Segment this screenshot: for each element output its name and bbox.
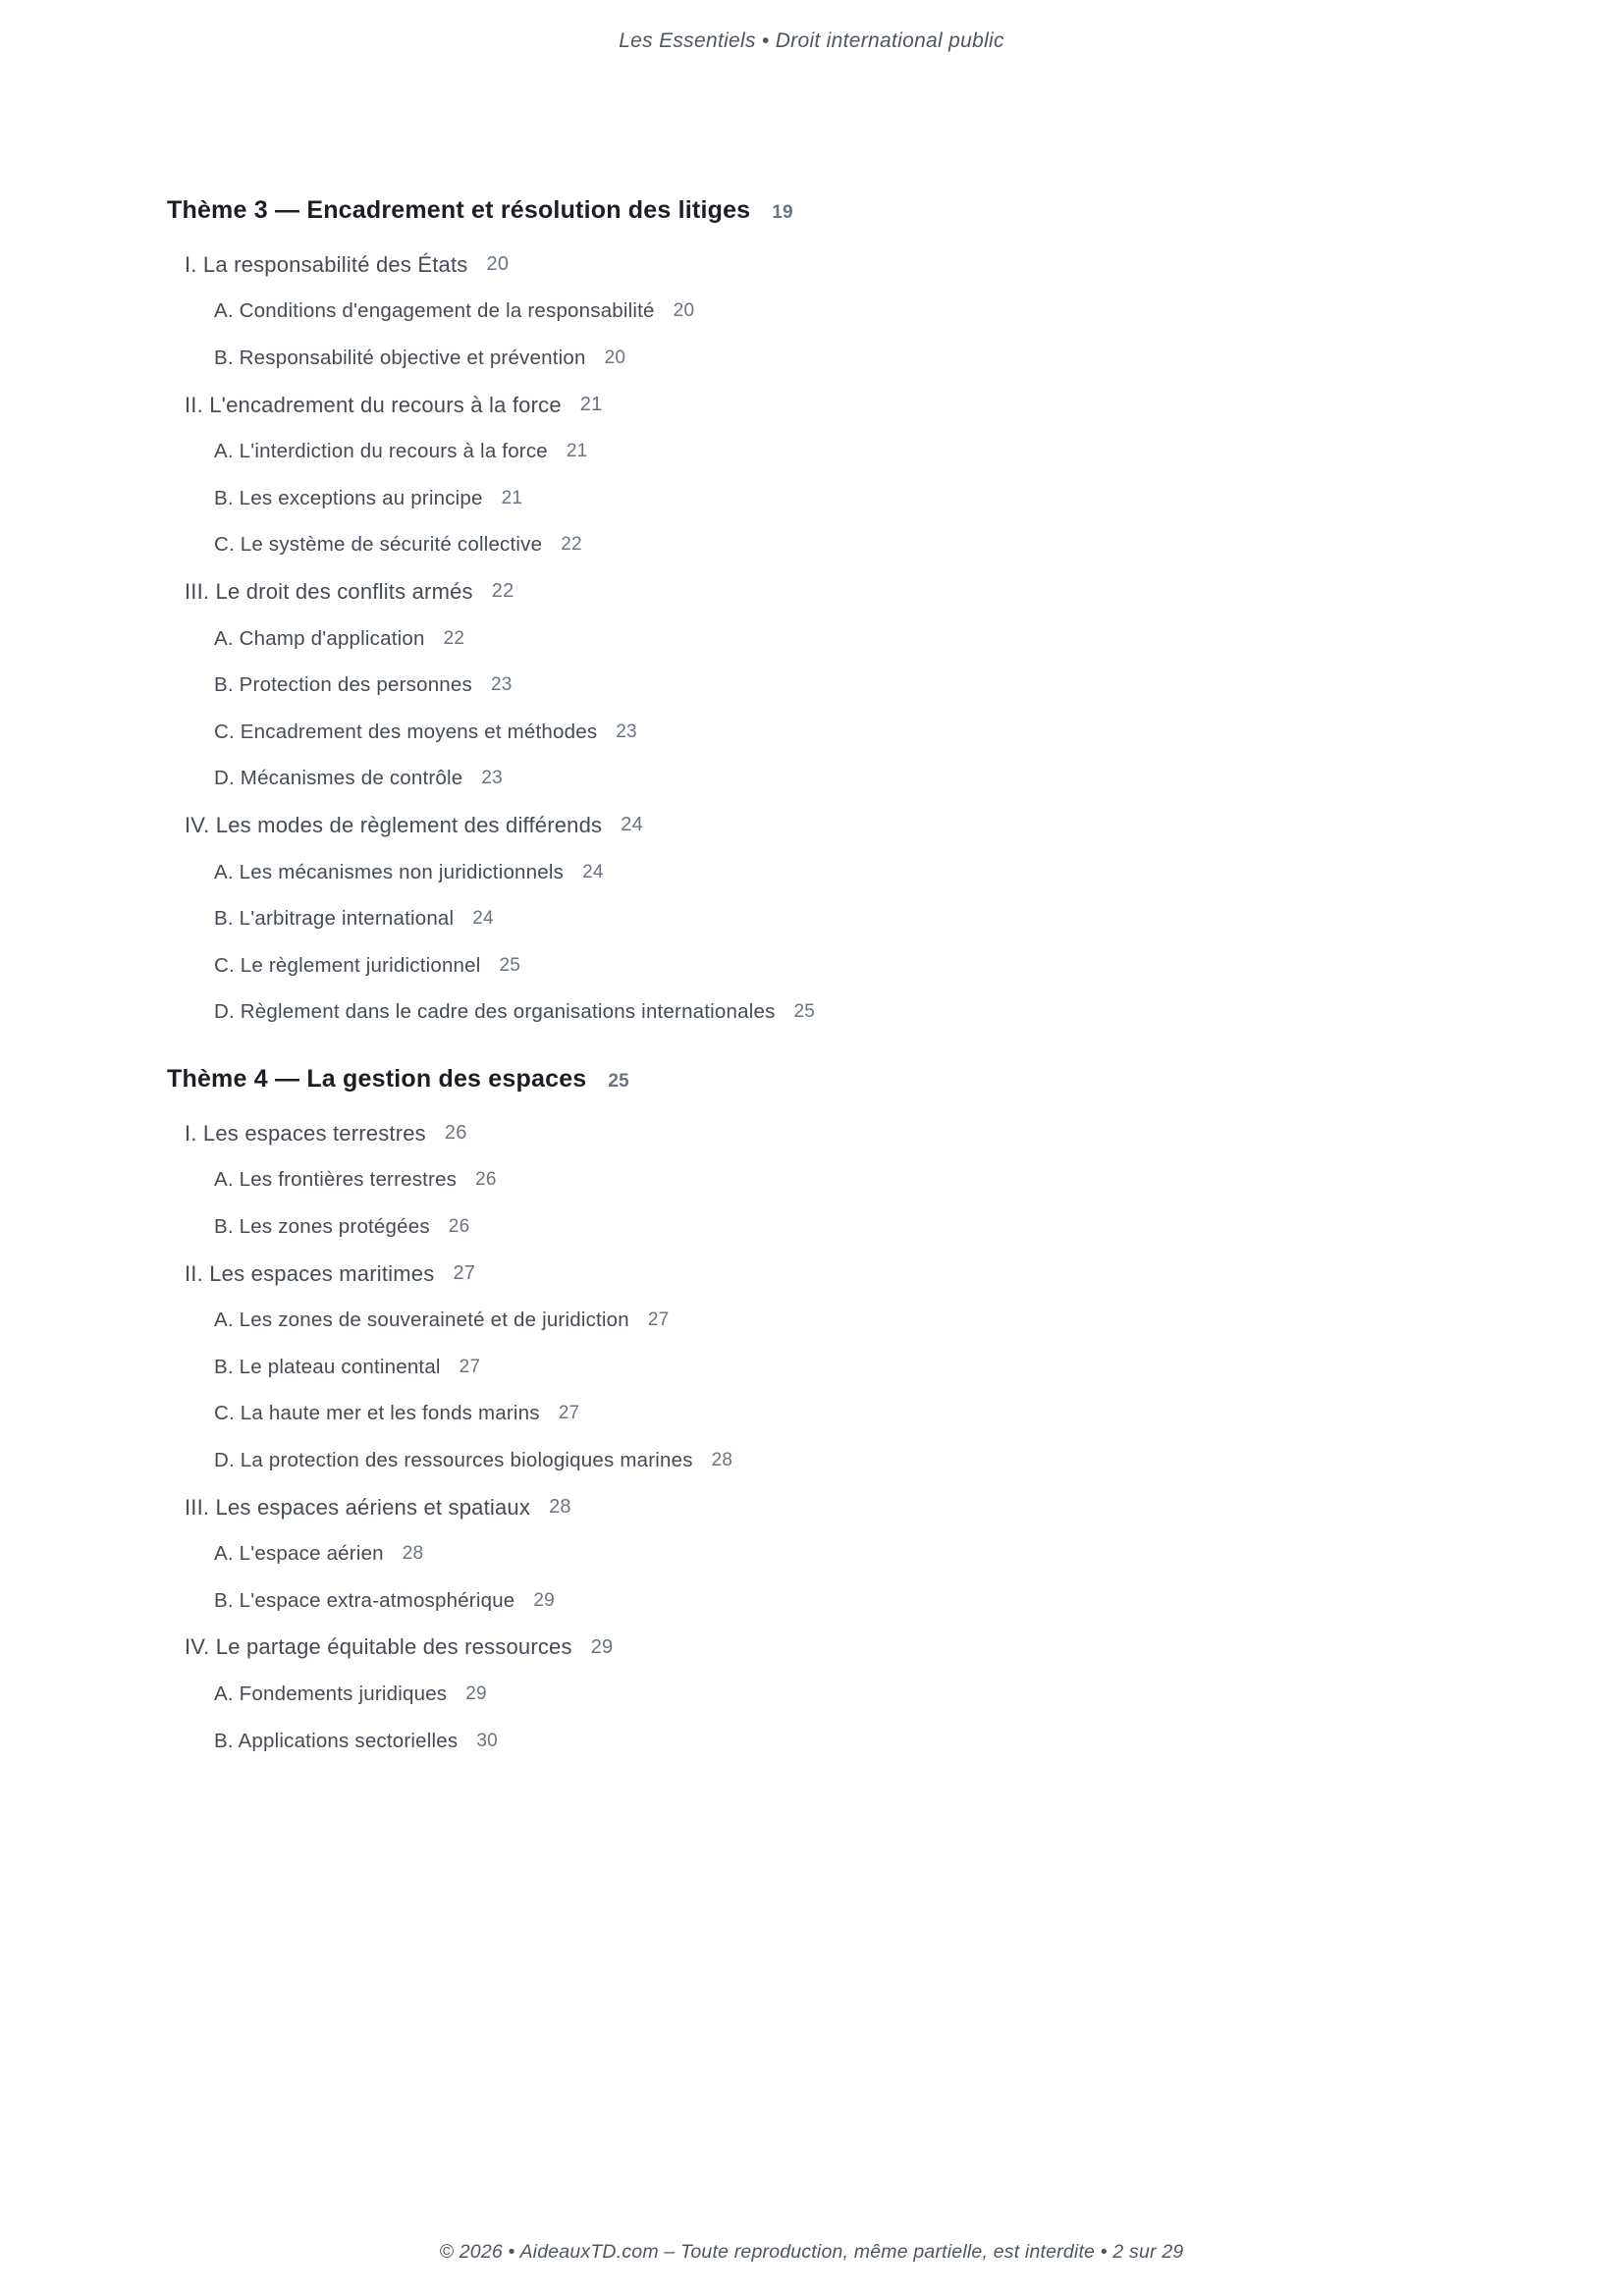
toc-entry-page-number: 24 bbox=[621, 814, 643, 836]
section-items bbox=[167, 1110, 1505, 1764]
toc-entry-label: A. Les zones de souveraineté et de juridiction bbox=[214, 1308, 629, 1332]
section-items bbox=[167, 241, 1505, 1036]
toc-entry-label: B. Le plateau continental bbox=[214, 1355, 441, 1378]
toc-entry bbox=[167, 1110, 1505, 1157]
toc-entry bbox=[167, 475, 1505, 522]
toc-entry-page-number: 22 bbox=[443, 627, 465, 649]
copyright-page-indicator: © 2026 • AideauxTD.com – Toute reproduction, même partielle, est interdite • 2 sur 29 bbox=[439, 2241, 1184, 2263]
toc-entry bbox=[167, 1484, 1505, 1531]
toc-entry-page-number: 29 bbox=[533, 1589, 555, 1611]
toc-entry bbox=[167, 241, 1505, 289]
section-page-number: 25 bbox=[608, 1071, 629, 1093]
toc-entry-label: D. La protection des ressources biologiques marines bbox=[214, 1449, 693, 1472]
toc-entry bbox=[167, 1297, 1505, 1344]
toc-entry-label: II. L'encadrement du recours à la force bbox=[185, 392, 562, 417]
toc-entry-label: D. Mécanismes de contrôle bbox=[214, 767, 463, 790]
toc-entry-page-number: 24 bbox=[472, 908, 494, 930]
toc-entry bbox=[167, 895, 1505, 942]
toc-entry bbox=[167, 1251, 1505, 1298]
toc-entry-label: C. La haute mer et les fonds marins bbox=[214, 1402, 540, 1425]
toc-entry-page-number: 25 bbox=[499, 954, 521, 976]
toc-entry-page-number: 24 bbox=[582, 861, 604, 882]
toc-entry-page-number: 25 bbox=[793, 1001, 816, 1023]
toc-entry bbox=[167, 662, 1505, 709]
section-page-number: 19 bbox=[772, 202, 793, 223]
toc-entry bbox=[167, 428, 1505, 475]
section-title: Thème 4 — La gestion des espaces bbox=[167, 1065, 587, 1094]
running-header-title: Les Essentiels • Droit international public bbox=[619, 29, 1004, 52]
toc-entry-page-number: 21 bbox=[579, 394, 603, 416]
toc-entry bbox=[167, 1625, 1505, 1672]
toc-entry-page-number: 20 bbox=[673, 300, 695, 322]
page-footer bbox=[0, 2241, 1623, 2264]
toc-entry bbox=[167, 1437, 1505, 1484]
toc-entry-page-number: 30 bbox=[476, 1730, 498, 1751]
toc-entry-label: A. Fondements juridiques bbox=[214, 1682, 448, 1706]
toc-entry bbox=[167, 942, 1505, 989]
toc-entry bbox=[167, 382, 1505, 429]
toc-entry-label: C. Le système de sécurité collective bbox=[214, 533, 543, 557]
toc-entry-page-number: 26 bbox=[475, 1169, 497, 1191]
toc-entry-label: C. Encadrement des moyens et méthodes bbox=[214, 720, 598, 743]
toc-entry-page-number: 22 bbox=[561, 534, 582, 556]
toc-entry-label: B. L'espace extra-atmosphérique bbox=[214, 1588, 515, 1612]
toc-entry-page-number: 28 bbox=[711, 1450, 733, 1471]
page-header bbox=[0, 29, 1623, 53]
toc-entry-label: A. L'interdiction du recours à la force bbox=[214, 440, 548, 463]
toc-entry-page-number: 29 bbox=[590, 1635, 614, 1658]
toc-entry bbox=[167, 1718, 1505, 1765]
toc-entry-label: C. Le règlement juridictionnel bbox=[214, 953, 481, 977]
toc-entry-page-number: 27 bbox=[459, 1356, 481, 1377]
toc-entry-page-number: 29 bbox=[465, 1683, 487, 1705]
toc-entry bbox=[167, 1530, 1505, 1577]
toc-entry bbox=[167, 335, 1505, 382]
toc-entry-page-number: 22 bbox=[491, 580, 514, 603]
toc-entry-page-number: 23 bbox=[481, 768, 503, 789]
toc-entry bbox=[167, 1391, 1505, 1438]
toc-entry-page-number: 23 bbox=[490, 674, 513, 696]
section-heading bbox=[167, 1061, 1505, 1096]
toc-entry bbox=[167, 1577, 1505, 1625]
toc-entry bbox=[167, 1203, 1505, 1251]
toc-entry-label: I. Les espaces terrestres bbox=[185, 1120, 426, 1146]
toc-entry-label: B. Protection des personnes bbox=[214, 673, 472, 697]
toc-entry-label: III. Le droit des conflits armés bbox=[185, 578, 473, 604]
toc-entry-page-number: 21 bbox=[501, 487, 523, 508]
toc-section bbox=[167, 192, 1505, 1036]
toc-entry-label: I. La responsabilité des États bbox=[185, 251, 468, 277]
toc-entry-page-number: 28 bbox=[402, 1543, 424, 1565]
toc-entry-label: B. L'arbitrage international bbox=[214, 907, 455, 931]
toc-entry-label: A. Champ d'application bbox=[214, 626, 425, 650]
toc-entry bbox=[167, 989, 1505, 1037]
toc-entry-page-number: 27 bbox=[558, 1403, 580, 1424]
toc-entry-label: B. Les exceptions au principe bbox=[214, 486, 483, 509]
toc-entry bbox=[167, 849, 1505, 896]
toc-entry-label: IV. Le partage équitable des ressources bbox=[185, 1634, 572, 1660]
toc-entry-page-number: 20 bbox=[486, 253, 510, 276]
toc-entry-label: D. Règlement dans le cadre des organisations internationales bbox=[214, 1000, 776, 1024]
toc-entry-label: B. Les zones protégées bbox=[214, 1215, 430, 1239]
toc-entry-label: A. L'espace aérien bbox=[214, 1542, 384, 1566]
toc-entry bbox=[167, 1344, 1505, 1391]
toc-entry-label: A. Les frontières terrestres bbox=[214, 1168, 458, 1192]
toc-entry-page-number: 27 bbox=[647, 1309, 670, 1331]
toc-section bbox=[167, 1061, 1505, 1764]
toc-entry-label: B. Applications sectorielles bbox=[214, 1729, 459, 1752]
table-of-contents bbox=[167, 192, 1505, 1764]
toc-entry bbox=[167, 756, 1505, 803]
toc-entry-label: IV. Les modes de règlement des différends bbox=[185, 812, 603, 837]
toc-entry-label: II. Les espaces maritimes bbox=[185, 1260, 435, 1286]
section-title: Thème 3 — Encadrement et résolution des litiges bbox=[167, 196, 751, 224]
toc-entry-page-number: 21 bbox=[566, 441, 588, 462]
toc-entry-page-number: 26 bbox=[444, 1122, 467, 1145]
toc-entry-label: III. Les espaces aériens et spatiaux bbox=[185, 1494, 531, 1520]
toc-entry bbox=[167, 615, 1505, 663]
toc-entry-page-number: 27 bbox=[453, 1262, 476, 1285]
toc-entry bbox=[167, 289, 1505, 336]
toc-entry-label: A. Les mécanismes non juridictionnels bbox=[214, 860, 565, 883]
toc-entry bbox=[167, 1157, 1505, 1204]
toc-entry bbox=[167, 522, 1505, 569]
toc-entry bbox=[167, 568, 1505, 615]
toc-entry bbox=[167, 1671, 1505, 1718]
toc-entry-page-number: 20 bbox=[604, 347, 626, 368]
toc-entry bbox=[167, 802, 1505, 849]
toc-entry-page-number: 26 bbox=[448, 1216, 470, 1238]
toc-entry-page-number: 28 bbox=[549, 1496, 571, 1519]
section-heading bbox=[167, 192, 1505, 228]
toc-entry-label: B. Responsabilité objective et prévention bbox=[214, 346, 586, 369]
toc-entry bbox=[167, 709, 1505, 756]
toc-entry-page-number: 23 bbox=[616, 721, 637, 742]
toc-entry-label: A. Conditions d'engagement de la responsabilité bbox=[214, 299, 655, 323]
